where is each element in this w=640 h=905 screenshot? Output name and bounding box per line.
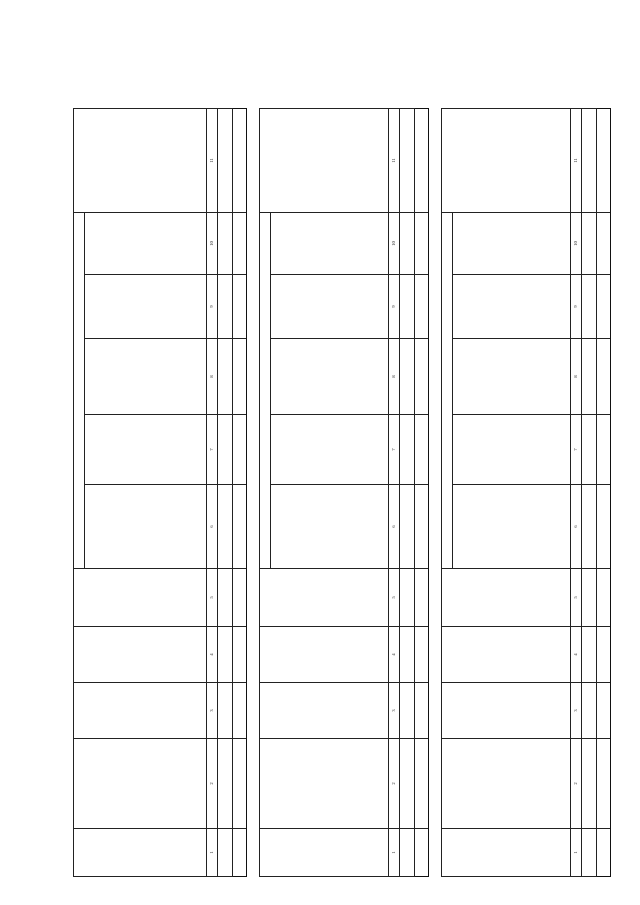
cell bbox=[582, 739, 597, 829]
cell bbox=[582, 627, 597, 683]
cell bbox=[400, 339, 415, 415]
header-name bbox=[260, 739, 389, 829]
cell bbox=[218, 569, 233, 627]
col-number: 10 bbox=[389, 213, 400, 275]
cell bbox=[218, 739, 233, 829]
header-col5 bbox=[442, 569, 571, 627]
cell bbox=[597, 739, 611, 829]
cell bbox=[218, 109, 233, 213]
cell bbox=[415, 213, 429, 275]
section-3-1-3 bbox=[432, 108, 611, 877]
header-col3 bbox=[260, 683, 389, 739]
col-number: 9 bbox=[207, 275, 218, 339]
col-number: 3 bbox=[389, 683, 400, 739]
cell bbox=[233, 627, 247, 683]
header-kbk bbox=[260, 829, 389, 877]
cell bbox=[233, 109, 247, 213]
header-name bbox=[442, 739, 571, 829]
section-title bbox=[432, 108, 438, 877]
cell bbox=[218, 829, 233, 877]
total-row bbox=[415, 109, 429, 877]
cell bbox=[233, 569, 247, 627]
col-number: 6 bbox=[207, 485, 218, 569]
col-number: 8 bbox=[389, 339, 400, 415]
header-group bbox=[442, 213, 453, 569]
col-number: 10 bbox=[571, 213, 582, 275]
header-sub7 bbox=[453, 415, 571, 485]
cell bbox=[233, 415, 247, 485]
col-number: 9 bbox=[571, 275, 582, 339]
cell bbox=[597, 627, 611, 683]
cell bbox=[400, 415, 415, 485]
col-number: 11 bbox=[571, 109, 582, 213]
col-number: 4 bbox=[389, 627, 400, 683]
header-sub6 bbox=[85, 485, 207, 569]
col-number: 5 bbox=[207, 569, 218, 627]
cell bbox=[218, 415, 233, 485]
cell bbox=[218, 683, 233, 739]
cell bbox=[233, 213, 247, 275]
cell bbox=[582, 275, 597, 339]
cell bbox=[218, 627, 233, 683]
cell bbox=[400, 683, 415, 739]
col-number: 7 bbox=[389, 415, 400, 485]
header-sub9 bbox=[271, 275, 389, 339]
cell bbox=[218, 339, 233, 415]
col-number: 5 bbox=[571, 569, 582, 627]
header-col3 bbox=[74, 683, 207, 739]
header-note bbox=[260, 109, 389, 213]
col-number: 1 bbox=[389, 829, 400, 877]
header-group bbox=[260, 213, 271, 569]
header-sub10 bbox=[453, 213, 571, 275]
cell bbox=[233, 739, 247, 829]
cell bbox=[582, 415, 597, 485]
cell bbox=[233, 339, 247, 415]
cell bbox=[597, 485, 611, 569]
cell bbox=[218, 213, 233, 275]
header-sub7 bbox=[85, 415, 207, 485]
cell bbox=[233, 275, 247, 339]
header-col4 bbox=[442, 627, 571, 683]
header-sub7 bbox=[271, 415, 389, 485]
col-number: 2 bbox=[389, 739, 400, 829]
col-number: 7 bbox=[207, 415, 218, 485]
col-number: 11 bbox=[207, 109, 218, 213]
cell bbox=[400, 829, 415, 877]
header-sub9 bbox=[453, 275, 571, 339]
cell bbox=[400, 627, 415, 683]
header-col4 bbox=[260, 627, 389, 683]
cell bbox=[597, 569, 611, 627]
header-kbk bbox=[442, 829, 571, 877]
total-row bbox=[597, 109, 611, 877]
header-sub10 bbox=[85, 213, 207, 275]
col-number: 1 bbox=[571, 829, 582, 877]
col-number: 4 bbox=[571, 627, 582, 683]
cell bbox=[233, 683, 247, 739]
header-sub9 bbox=[85, 275, 207, 339]
cell bbox=[400, 485, 415, 569]
col-number: 9 bbox=[389, 275, 400, 339]
header-group bbox=[74, 213, 85, 569]
cell bbox=[597, 109, 611, 213]
cell bbox=[582, 829, 597, 877]
cell bbox=[597, 829, 611, 877]
cell bbox=[400, 569, 415, 627]
header-sub6 bbox=[453, 485, 571, 569]
header-sub8 bbox=[271, 339, 389, 415]
cell bbox=[415, 109, 429, 213]
col-number: 3 bbox=[207, 683, 218, 739]
col-number: 1 bbox=[207, 829, 218, 877]
analysis-table bbox=[259, 108, 429, 877]
col-number: 10 bbox=[207, 213, 218, 275]
col-number: 8 bbox=[207, 339, 218, 415]
section-3-1-2 bbox=[250, 108, 429, 877]
cell bbox=[400, 275, 415, 339]
col-number: 7 bbox=[571, 415, 582, 485]
header-name bbox=[74, 739, 207, 829]
col-number: 6 bbox=[389, 485, 400, 569]
cell bbox=[218, 485, 233, 569]
col-number: 3 bbox=[571, 683, 582, 739]
table-row bbox=[582, 109, 597, 877]
cell bbox=[233, 829, 247, 877]
cell bbox=[597, 683, 611, 739]
cell bbox=[400, 739, 415, 829]
cell bbox=[218, 275, 233, 339]
col-number: 2 bbox=[207, 739, 218, 829]
cell bbox=[400, 213, 415, 275]
table-row bbox=[218, 109, 233, 877]
col-number: 5 bbox=[389, 569, 400, 627]
header-kbk bbox=[74, 829, 207, 877]
header-col5 bbox=[74, 569, 207, 627]
analysis-table bbox=[73, 108, 247, 877]
cell bbox=[597, 213, 611, 275]
cell bbox=[582, 109, 597, 213]
col-number: 6 bbox=[571, 485, 582, 569]
cell bbox=[233, 485, 247, 569]
header-sub10 bbox=[271, 213, 389, 275]
header-note bbox=[442, 109, 571, 213]
header-note bbox=[74, 109, 207, 213]
cell bbox=[415, 829, 429, 877]
cell bbox=[582, 683, 597, 739]
section-3-1-1 bbox=[64, 108, 247, 877]
cell bbox=[415, 275, 429, 339]
cell bbox=[415, 485, 429, 569]
header-sub8 bbox=[453, 339, 571, 415]
cell bbox=[415, 683, 429, 739]
col-number: 2 bbox=[571, 739, 582, 829]
cell bbox=[415, 569, 429, 627]
cell bbox=[597, 415, 611, 485]
cell bbox=[582, 339, 597, 415]
cell bbox=[415, 415, 429, 485]
total-row bbox=[233, 109, 247, 877]
cell bbox=[597, 339, 611, 415]
header-col3 bbox=[442, 683, 571, 739]
header-col4 bbox=[74, 627, 207, 683]
header-sub8 bbox=[85, 339, 207, 415]
cell bbox=[415, 627, 429, 683]
section-title bbox=[64, 108, 70, 877]
table-row bbox=[400, 109, 415, 877]
header-col5 bbox=[260, 569, 389, 627]
cell bbox=[582, 485, 597, 569]
cell bbox=[582, 213, 597, 275]
cell bbox=[597, 275, 611, 339]
section-title bbox=[250, 108, 256, 877]
col-number: 4 bbox=[207, 627, 218, 683]
cell bbox=[415, 339, 429, 415]
cell bbox=[415, 739, 429, 829]
cell bbox=[582, 569, 597, 627]
header-sub6 bbox=[271, 485, 389, 569]
cell bbox=[400, 109, 415, 213]
analysis-table bbox=[441, 108, 611, 877]
col-number: 11 bbox=[389, 109, 400, 213]
col-number: 8 bbox=[571, 339, 582, 415]
